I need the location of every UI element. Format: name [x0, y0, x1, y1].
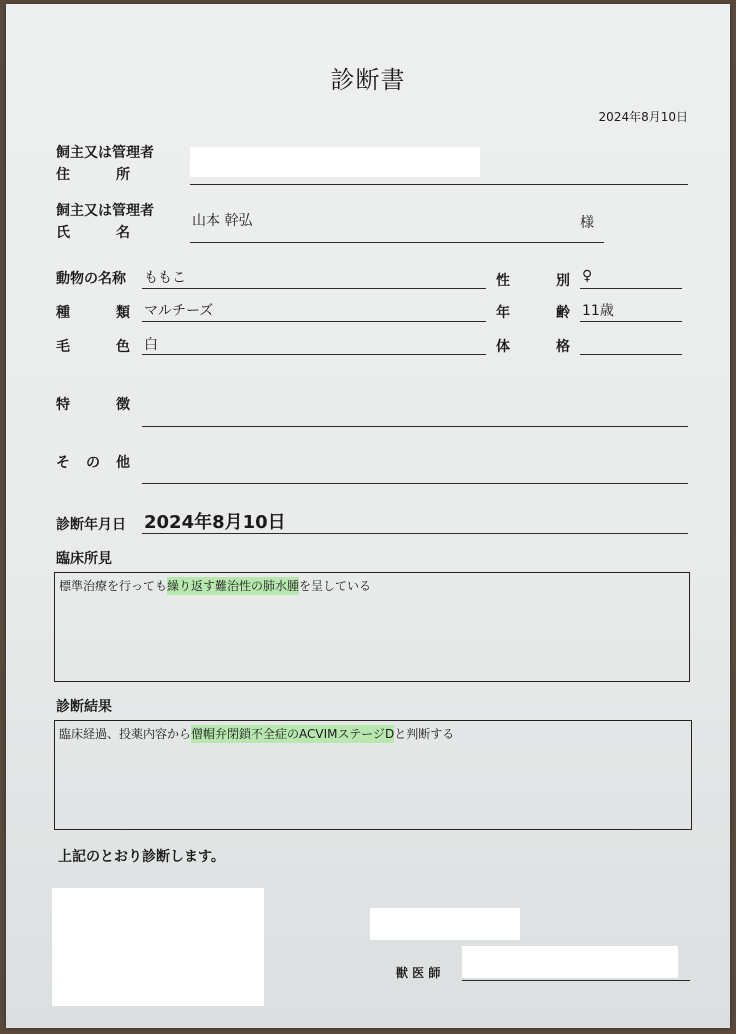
address-line	[190, 184, 688, 185]
owner-label-2: 飼主又は管理者	[56, 203, 154, 219]
result-highlight: 僧帽弁閉鎖不全症のACVIMステージD	[191, 727, 395, 741]
findings-box	[54, 572, 690, 682]
redacted-address	[190, 147, 480, 177]
name-label-b: 名	[116, 225, 130, 241]
coat-label-b: 色	[116, 339, 130, 355]
other-line	[142, 483, 688, 484]
issue-date: 2024年8月10日	[598, 110, 688, 124]
build-line	[580, 354, 682, 355]
diagnosis-date-label: 診断年月日	[56, 517, 126, 533]
diagnosis-date-line	[142, 533, 688, 534]
result-text	[59, 725, 691, 742]
breed-label-b: 類	[116, 305, 130, 321]
diagnosis-date: 2024年8月10日	[144, 512, 286, 533]
features-label-a: 特	[56, 397, 70, 413]
findings-highlight: 繰り返す難治性の肺水腫	[167, 579, 300, 593]
animal-name-label: 動物の名称	[56, 271, 126, 287]
breed-line	[142, 321, 486, 322]
findings-label: 臨床所見	[56, 551, 112, 567]
coat-value: 白	[144, 337, 158, 353]
owner-name: 山本 幹弘	[192, 213, 253, 229]
other-label-c: 他	[116, 455, 130, 471]
age-line	[580, 321, 682, 322]
features-label	[56, 394, 130, 414]
redacted-clinic-name	[370, 908, 520, 940]
vet-signature-line	[462, 980, 690, 981]
sex-line	[580, 288, 682, 289]
breed-label-a: 種	[56, 305, 70, 321]
findings-post: を呈している	[299, 579, 372, 593]
coat-line	[142, 354, 486, 355]
vet-label: 獣 医 師	[396, 966, 441, 980]
name-label	[56, 222, 130, 242]
animal-name: ももこ	[144, 270, 186, 286]
result-post: と判断する	[394, 727, 455, 741]
other-label	[56, 452, 130, 472]
other-label-a: そ	[56, 455, 70, 471]
honorific: 様	[580, 215, 594, 231]
coat-label	[56, 336, 130, 356]
address-label-b: 所	[116, 167, 130, 183]
features-label-b: 徴	[116, 397, 130, 413]
name-label-a: 氏	[56, 225, 70, 241]
sex-label-a: 性	[496, 273, 510, 289]
document-page	[6, 4, 730, 1028]
redacted-clinic-info	[52, 888, 264, 1006]
sex-value: ♀	[582, 268, 593, 284]
build-label-a: 体	[496, 339, 510, 355]
address-label	[56, 164, 130, 184]
coat-label-a: 毛	[56, 339, 70, 355]
name-line	[190, 242, 604, 243]
age-label-b: 齢	[556, 305, 570, 321]
sex-label-b: 別	[556, 273, 570, 289]
result-box	[54, 720, 692, 830]
result-pre: 臨床経過、投薬内容から	[59, 727, 192, 741]
breed-label	[56, 302, 130, 322]
build-label-b: 格	[556, 339, 570, 355]
document-title: 診断書	[330, 66, 406, 94]
age-label-a: 年	[496, 305, 510, 321]
animal-name-line	[142, 288, 486, 289]
findings-text	[59, 577, 689, 594]
breed-value: マルチーズ	[144, 303, 214, 319]
other-label-b: の	[86, 455, 100, 471]
age-value: 11歳	[582, 303, 614, 319]
redacted-vet-name	[462, 946, 678, 978]
result-label: 診断結果	[56, 699, 112, 715]
findings-pre: 標準治療を行っても	[59, 579, 168, 593]
closing-text: 上記のとおり診断します。	[58, 849, 225, 865]
owner-label: 飼主又は管理者	[56, 145, 154, 161]
address-label-a: 住	[56, 167, 70, 183]
features-line	[142, 426, 688, 427]
